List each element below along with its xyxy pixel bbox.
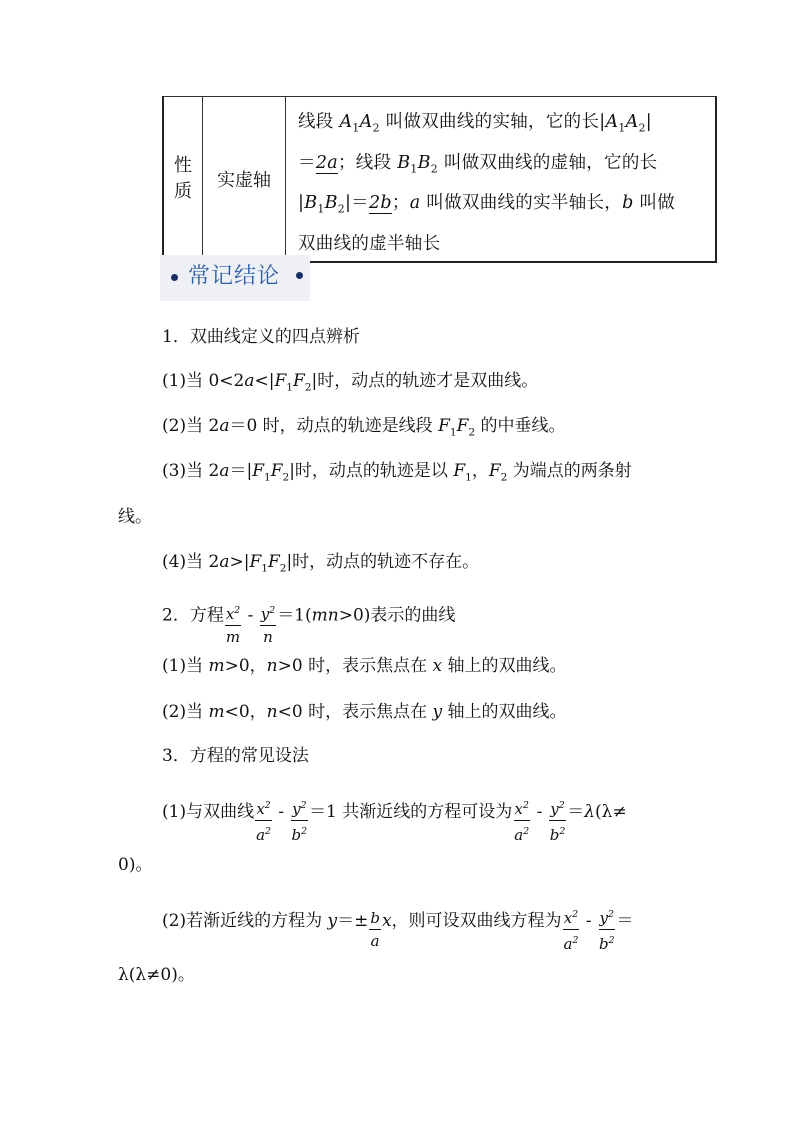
s1-item-2: (2)当 2a＝0 时，动点的轨迹是线段 $F_1F_2$ 的中垂线。 [162, 416, 566, 439]
underlined-2b: 2b [368, 193, 392, 213]
bullet-dot-icon [171, 274, 178, 281]
s3-item-2-cont: λ(λ≠0)。 [118, 965, 195, 985]
s1-item-4: (4)当 $2a>|F_1F_2|$时，动点的轨迹不存在。 [162, 552, 480, 575]
fraction-y2-over-n: $\frac{y^2}{n}$ [260, 600, 276, 648]
fraction-x2-over-m: $\frac{x^2}{m}$ [225, 600, 241, 648]
axis-name-label: 实虚轴 [217, 169, 271, 191]
s1-title: 1．双曲线定义的四点辨析 [162, 327, 360, 347]
s1-item-3: (3)当 $2a=|F_1F_2|$时，动点的轨迹是以 $F_1$，$F_2$ 为端点的两条射 [162, 461, 632, 484]
axis-description-cell [286, 97, 717, 262]
fraction-y2-over-b2: $\frac{y^2}{b^2}$ [549, 795, 567, 846]
desc-line-2: ＝2a；线段 $B_1B_2$ 叫做双曲线的虚轴，它的长 [298, 152, 658, 175]
properties-table [162, 96, 717, 263]
s3-item-1: (1)与双曲线 $\frac{x^2}{a^2}$ - $\frac{y^2}{b^2}$ ＝1 共渐近线的方程可设为 $\frac{x^2}{a^2}$ - $\frac{y^2}{b^2}$ ＝λ(λ≠ [162, 787, 627, 838]
desc-line-4: 双曲线的虚半轴长 [298, 233, 441, 254]
fraction-x2-over-a2: $\frac{x^2}{a^2}$ [513, 795, 530, 846]
category-cell [163, 97, 203, 262]
s3-item-1-cont: 0)。 [118, 855, 153, 875]
fraction-x2-over-a2: $\frac{x^2}{a^2}$ [255, 795, 272, 846]
s3-item-2: (2)若渐近线的方程为 y＝± $\frac{b}{a}$ x，则可设双曲线方程为 $\frac{x^2}{a^2}$ - $\frac{y^2}{b^2}$ ＝ [162, 896, 634, 947]
s1-item-1: (1)当 $0<2a<|F_1F_2|$时，动点的轨迹才是双曲线。 [162, 371, 539, 394]
desc-line-3: $|B_1B_2|=2b$；a 叫做双曲线的实半轴长，b 叫做 [298, 193, 676, 216]
desc-line-1: 线段 $A_1A_2$ 叫做双曲线的实轴，它的长$|A_1A_2|$ [298, 112, 652, 135]
bullet-dot-icon [296, 272, 303, 279]
s1-item-3-cont: 线。 [118, 507, 152, 527]
fraction-b-over-a: $\frac{b}{a}$ [370, 909, 380, 950]
s2-item-1: (1)当 m>0，n>0 时，表示焦点在 x 轴上的双曲线。 [162, 656, 567, 676]
fraction-y2-over-b2: $\frac{y^2}{b^2}$ [598, 904, 616, 955]
s2-title: 2．方程 $\frac{x^2}{m}$ - $\frac{y^2}{n}$ ＝1(mn>0)表示的曲线 [162, 592, 455, 640]
section-heading: 常记结论 [188, 264, 281, 289]
category-label: 性质 [174, 154, 192, 202]
underlined-2a: 2a [315, 152, 338, 173]
fraction-x2-over-a2: $\frac{x^2}{a^2}$ [563, 904, 580, 955]
fraction-y2-over-b2: $\frac{y^2}{b^2}$ [291, 795, 309, 846]
s3-title: 3．方程的常见设法 [162, 746, 309, 766]
axis-name-cell [203, 97, 286, 262]
s2-item-2: (2)当 m<0，n<0 时，表示焦点在 y 轴上的双曲线。 [162, 702, 567, 722]
